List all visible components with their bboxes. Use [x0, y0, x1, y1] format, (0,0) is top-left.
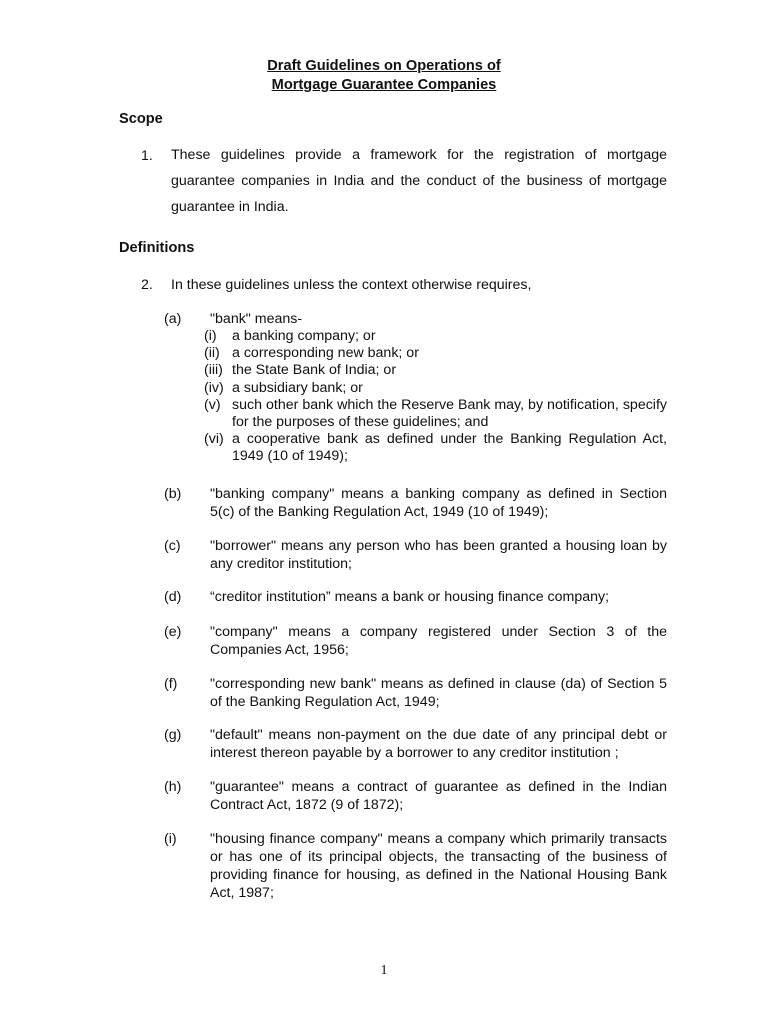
definition-text: “creditor institution” means a bank or housing finance company; — [210, 589, 610, 605]
list-item — [204, 345, 667, 362]
subitem-number: (iii) — [204, 362, 223, 379]
list-item — [204, 431, 667, 465]
definition-label: (i) — [164, 831, 177, 847]
scope-paragraph: These guidelines provide a framework for the registration of mortgage guarantee companies in India and the conduct of the business of mortgage guarantee in India. — [171, 147, 667, 215]
definition-label: (c) — [164, 538, 181, 554]
list-item — [204, 328, 667, 345]
subitem-text: such other bank which the Reserve Bank may, by notification, specify for the purposes of these guidelines; and — [232, 396, 667, 431]
definition-label: (b) — [164, 486, 182, 502]
definition-text: "company" means a company registered under Section 3 of the Companies Act, 1956; — [210, 624, 667, 658]
subitem-text: a subsidiary bank; or — [232, 379, 363, 396]
definitions-item-number: 2. — [141, 277, 153, 293]
definition-label: (d) — [164, 589, 182, 605]
subitem-text: a banking company; or — [232, 328, 376, 344]
subitem-number: (vi) — [204, 431, 224, 448]
definitions-heading: Definitions — [119, 240, 195, 256]
definition-label: (e) — [164, 624, 182, 640]
definition-text: "corresponding new bank" means as defined in clause (da) of Section 5 of the Banking Regulation Act, 1949; — [210, 676, 667, 710]
definition-label: (a) — [164, 311, 182, 327]
subitem-number: (ii) — [204, 345, 220, 362]
definition-label: (h) — [164, 779, 182, 795]
definition-text: "guarantee" means a contract of guarantee as defined in the Indian Contract Act, 1872 (9 of 1872); — [210, 779, 667, 813]
definition-text: "default" means non-payment on the due date of any principal debt or interest thereon payable by a borrower to any creditor institution ; — [210, 727, 667, 761]
subitem-text: the State Bank of India; or — [232, 362, 397, 379]
document-title-line-2: Mortgage Guarantee Companies — [271, 77, 497, 93]
definition-label: (g) — [164, 727, 182, 743]
subitem-text: a corresponding new bank; or — [232, 345, 419, 362]
definitions-intro: In these guidelines unless the context otherwise requires, — [171, 277, 532, 293]
scope-heading: Scope — [119, 111, 163, 127]
definition-text: "bank" means- — [210, 311, 303, 327]
definition-text: "borrower" means any person who has been granted a housing loan by any creditor institution; — [210, 538, 667, 572]
list-item — [204, 397, 667, 431]
definition-label: (f) — [164, 676, 178, 692]
list-item — [204, 362, 667, 379]
subitem-number: (iv) — [204, 379, 224, 396]
scope-item-number: 1. — [141, 148, 153, 164]
subitem-number: (i) — [204, 328, 217, 344]
bank-subitems-list — [204, 328, 667, 466]
document-title-line-1: Draft Guidelines on Operations of — [267, 58, 501, 74]
subitem-number: (v) — [204, 396, 221, 413]
list-item — [204, 380, 667, 397]
page-number: 1 — [380, 963, 388, 978]
definition-text: "banking company" means a banking company as defined in Section 5(c) of the Banking Regulation Act, 1949 (10 of 1949); — [210, 486, 667, 520]
subitem-text: a cooperative bank as defined under the Banking Regulation Act, 1949 (10 of 1949); — [232, 431, 667, 465]
definition-text: "housing finance company" means a company which primarily transacts or has one of its principal objects, the transacting of the business of providing finance for housing, as defined in the National Housing Bank Act, 1987; — [210, 831, 667, 901]
